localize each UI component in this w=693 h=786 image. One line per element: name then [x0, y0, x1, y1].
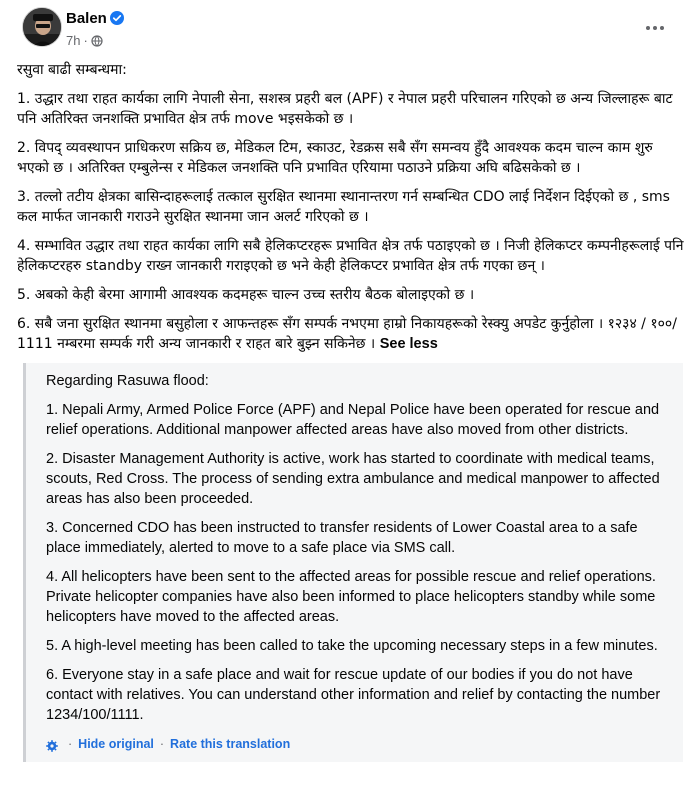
post-paragraph-3: 3. तल्लो तटीय क्षेत्रका बासिन्दाहरूलाई तत्काल सुरक्षित स्थानमा स्थानान्तरण गर्न सम्बन्धित CDO लाई निर्देशन दिईएको छ , sms कल मार्फत जानकारी गराउने सुरक्षित स्थानमा जान अलर्ट गरिएको छ ।	[17, 189, 670, 225]
translation-links	[46, 734, 673, 754]
post-paragraph-5: 5. अबको केही बेरमा आगामी आवश्यक कदमहरू चाल्न उच्च स्तरीय बैठक बोलाइएको छ ।	[17, 287, 475, 303]
link-separator: ·	[68, 737, 73, 751]
translation-paragraph-3: 3. Concerned CDO has been instructed to transfer residents of Lower Coastal area to a safe place immediately, alerted to move to a safe place via SMS call.	[46, 520, 638, 556]
post-intro: रसुवा बाढी सम्बन्धमा:	[17, 62, 127, 78]
translation-intro: Regarding Rasuwa flood:	[46, 373, 209, 389]
translation-paragraph-4: 4. All helicopters have been sent to the affected areas for possible rescue and relief operations. Private helicopter companies have also been informed to place helicopters standby while some helicopters have moved to the affected areas.	[46, 569, 656, 625]
post-paragraph-4: 4. सम्भावित उद्धार तथा राहत कार्यका लागि सबै हेलिकप्टरहरू प्रभावित क्षेत्र तर्फ पठाइएको छ । निजी हेलिकप्टर कम्पनीहरूलाई पनि हेलिकप्टरहरु standby राख्न जानकारी गराइएको छ भने केही हेलिकप्टर प्रभावित क्षेत्र तर्फ गएका छन् ।	[17, 238, 684, 274]
translation-box	[23, 363, 683, 762]
translation-paragraph-6: 6. Everyone stay in a safe place and wait for rescue update of our bodies if you do not have contact with relatives. You can understand other information and relief by contacting the number 1234/100/1111.	[46, 667, 661, 723]
more-options-icon[interactable]	[643, 16, 667, 40]
globe-icon	[91, 35, 103, 47]
post-paragraph-6-text: 6. सबै जना सुरक्षित स्थानमा बसुहोला र आफन्तहरू सँग सम्पर्क नभएमा हाम्रो निकायहरूको रेस्क्यु अपडेट कुर्नुहोला । १२३४ / १००/ 1111 नम्बरमा सम्पर्क गरी अन्य जानकारी र राहत बारे बुझ्न सकिनेछ ।	[17, 316, 677, 352]
post-paragraph-1: 1. उद्धार तथा राहत कार्यका लागि नेपाली सेना, सशस्त्र प्रहरी बल (APF) र नेपाल प्रहरी परिचालन गरिएको छ अन्य जिल्लाहरू बाट पनि अतिरिक्त जनशक्ति प्रभावित क्षेत्र तर्फ move भइसकेको छ ।	[17, 91, 673, 127]
post-paragraph-2: 2. विपद् व्यवस्थापन प्राधिकरण सक्रिय छ, मेडिकल टिम, स्काउट, रेडक्रस सबै सँग समन्वय हुँदै आवश्यक कदम चाल्न काम शुरु भएको छ । अतिरिक्त एम्बुलेन्स र मेडिकल जनशक्ति पनि प्रभावित एरियामा पठाउने प्रक्रिया अघि बढिसकेको छ ।	[17, 140, 653, 176]
verified-icon	[110, 11, 124, 25]
post-header	[17, 0, 685, 56]
post-body-nepali	[17, 60, 685, 354]
hide-original-link[interactable]: Hide original	[78, 737, 154, 751]
translation-paragraph-1: 1. Nepali Army, Armed Police Force (APF) and Nepal Police have been operated for rescue and relief operations. Additional manpower affected areas have also moved from other districts.	[46, 402, 660, 438]
author-name[interactable]: Balen	[66, 10, 124, 27]
post-paragraph-6	[17, 314, 685, 354]
see-less-button[interactable]: See less	[379, 336, 438, 352]
translation-paragraph-5: 5. A high-level meeting has been called to take the upcoming necessary steps in a few minutes.	[46, 638, 658, 654]
rate-translation-link[interactable]: Rate this translation	[170, 737, 291, 751]
post-meta	[66, 33, 103, 48]
meta-separator: ·	[83, 33, 88, 48]
avatar[interactable]	[22, 7, 62, 47]
translation-paragraph-2: 2. Disaster Management Authority is active, work has started to coordinate with medical teams, scouts, Red Cross. The process of sending extra ambulance and medical manpower to affected areas has also been proceeded.	[46, 451, 660, 507]
post-time[interactable]: 7h	[66, 33, 81, 48]
gear-icon[interactable]	[46, 738, 58, 750]
link-separator: ·	[159, 737, 165, 751]
